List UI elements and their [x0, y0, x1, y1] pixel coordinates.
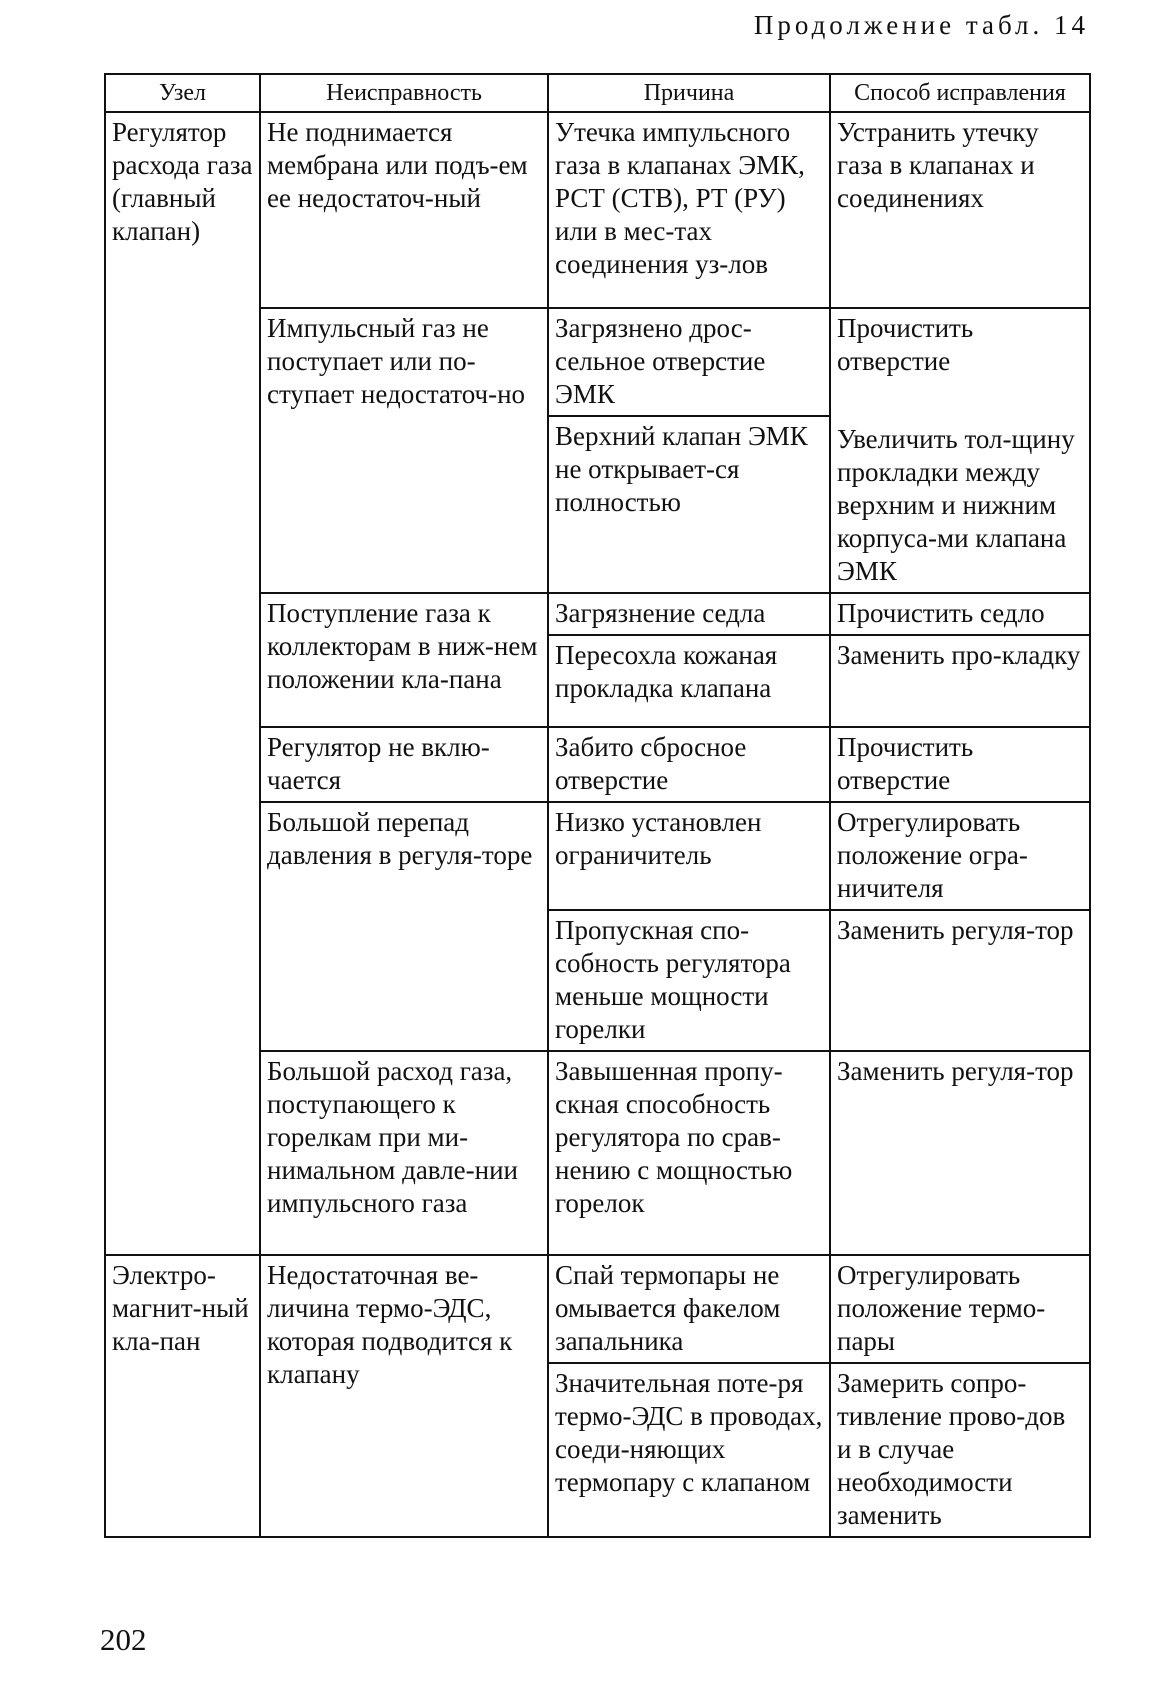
header-cause: Причина — [548, 74, 830, 112]
header-remedy: Способ исправления — [830, 74, 1090, 112]
fault-cell: Большой перепад давления в регуля-торе — [260, 802, 548, 1051]
header-unit: Узел — [105, 74, 260, 112]
cause-cell: Низко установлен ограничитель — [548, 802, 830, 910]
cause-cell: Завышенная пропу-скная способность регулятора по срав-нению с мощностью горелок — [548, 1051, 830, 1255]
fault-cell: Недостаточная ве-личина термо-ЭДС, которая подводится к клапану — [260, 1255, 548, 1537]
cause-cell: Забито сбросное отверстие — [548, 727, 830, 802]
cause-cell: Пропускная спо-собность регулятора меньше мощности горелки — [548, 910, 830, 1051]
remedy-cell: Замерить сопро-тивление прово-дов и в случае необходимости заменить — [830, 1363, 1090, 1537]
remedy-cell: Устранить утечку газа в клапанах и соединениях — [830, 112, 1090, 308]
table-header-row — [105, 74, 1090, 112]
page-number: 202 — [100, 1622, 147, 1657]
remedy-cell: Заменить регуля-тор — [830, 910, 1090, 1051]
fault-cell: Большой расход газа, поступающего к горелкам при ми-нимальном давле-нии импульсного газа — [260, 1051, 548, 1255]
remedy-cell: Отрегулировать положение огра-ничителя — [830, 802, 1090, 910]
remedy-cell: Прочистить отверстие — [830, 727, 1090, 802]
remedy-cell: Отрегулировать положение термо-пары — [830, 1255, 1090, 1363]
fault-cell: Импульсный газ не поступает или по-ступает недостаточ-но — [260, 308, 548, 593]
remedy-cell: Увеличить тол-щину прокладки между верхним и нижним корпуса-ми клапана ЭМК — [830, 420, 1090, 593]
unit-regulator: Регулятор расхода газа (главный клапан) — [105, 112, 260, 1255]
fault-cell: Регулятор не вклю-чается — [260, 727, 548, 802]
header-fault: Неисправность — [260, 74, 548, 112]
table-row — [105, 112, 1090, 308]
cause-cell: Верхний клапан ЭМК не открывает-ся полностью — [548, 416, 830, 593]
table-row — [105, 1255, 1090, 1363]
cause-cell: Загрязнено дрос-сельное отверстие ЭМК — [548, 308, 830, 416]
remedy-cell: Заменить регуля-тор — [830, 1051, 1090, 1255]
cause-cell: Значительная поте-ря термо-ЭДС в проводах, соеди-няющих термопару с клапаном — [548, 1363, 830, 1537]
remedy-cell: Прочистить отверстие — [830, 308, 1090, 416]
cause-cell: Пересохла кожаная прокладка клапана — [548, 635, 830, 727]
faults-table — [104, 73, 1091, 1538]
unit-electromagnetic-valve: Электро-магнит-ный кла-пан — [105, 1255, 260, 1537]
remedy-cell: Заменить про-кладку — [830, 635, 1090, 727]
cause-cell: Утечка импульсного газа в клапанах ЭМК, РСТ (СТВ), РТ (РУ) или в мес-тах соединения уз-лов — [548, 112, 830, 308]
fault-cell: Поступление газа к коллекторам в ниж-нем положении кла-пана — [260, 593, 548, 727]
fault-cell: Не поднимается мембрана или подъ-ем ее недостаточ-ный — [260, 112, 548, 308]
remedy-cell: Прочистить седло — [830, 593, 1090, 635]
cause-cell: Спай термопары не омывается факелом запальника — [548, 1255, 830, 1363]
table-continuation-caption: Продолжение табл. 14 — [753, 10, 1089, 40]
cause-cell: Загрязнение седла — [548, 593, 830, 635]
